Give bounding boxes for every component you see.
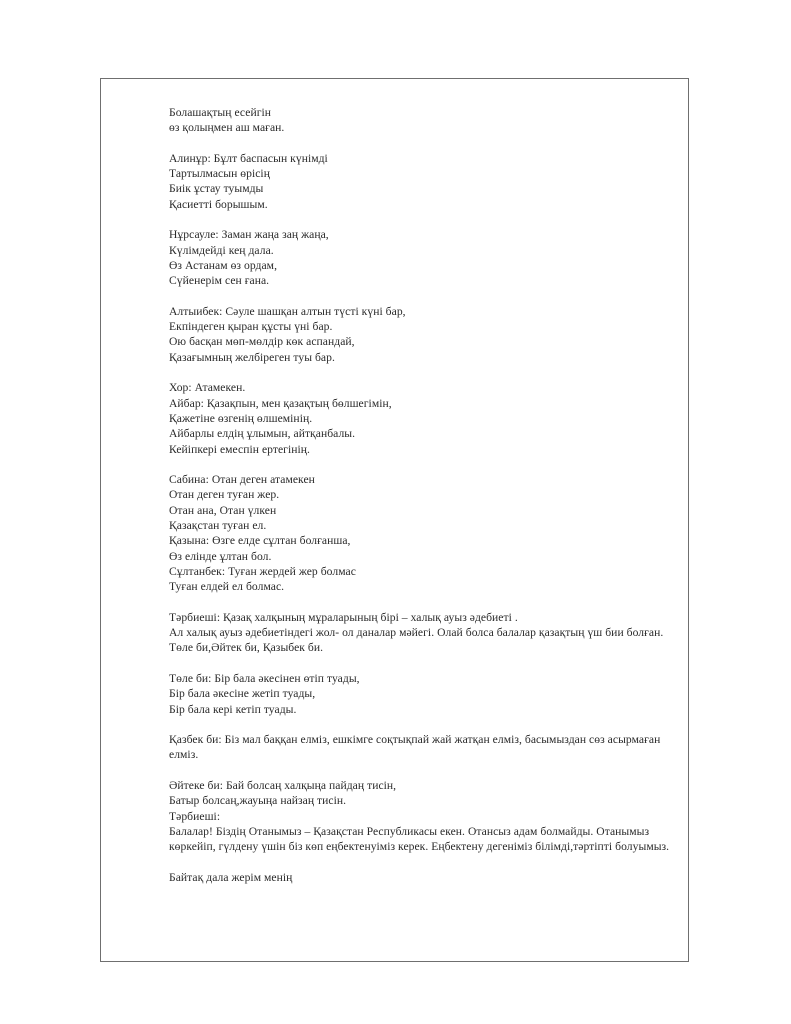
text-line: Төле би: Бір бала әкесінен өтіп туады, xyxy=(169,671,360,685)
stanza xyxy=(169,227,674,288)
text-line: Алинұр: Бұлт баспасын күнімді xyxy=(169,151,328,165)
text-line: Болашақтың есейгін xyxy=(169,106,272,119)
text-line: Нұрсауле: Заман жаңа заң жаңа, xyxy=(169,228,329,242)
text-line: өз қолыңмен аш маған. xyxy=(169,121,285,135)
text-line: Ою басқан мөп-мөлдір көк аспандай, xyxy=(169,335,355,349)
text-line: Ал халық ауыз әдебиетіндегі жол- ол даналар мәйегі. Олай болса балалар қазақтың үш бии болған. Төле би,Әйтек би, Қазыбек би. xyxy=(169,626,664,655)
text-line: Қазына: Өзге елде сұлтан болғанша, xyxy=(169,534,351,548)
text-line: Туған елдей ел болмас. xyxy=(169,580,285,594)
stanza xyxy=(169,380,674,456)
text-line: Балалар! Біздің Отанымыз – Қазақстан Республикасы екен. Отансыз адам болмайды. Отанымыз көркейіп, гүлдену үшін біз көп еңбектенуіміз керек. Еңбектену дегеніміз білімді,тәртіпті болуымыз. xyxy=(169,824,670,854)
text-line: Сабина: Отан деген атамекен xyxy=(169,473,315,487)
text-line: Екпіндеген қыран құсты үні бар. xyxy=(169,320,333,334)
text-line: Отан ана, Отан үлкен xyxy=(169,503,277,517)
stanza xyxy=(169,105,674,136)
text-line: Хор: Атамекен. xyxy=(169,381,246,395)
stanza xyxy=(169,778,674,854)
text-line: Бір бала әкесіне жетіп туады, xyxy=(169,687,316,701)
text-line: Айбарлы елдің ұлымын, айтқанбалы. xyxy=(169,427,356,441)
text-line: Сүйенерім сен ғана. xyxy=(169,274,270,288)
text-line: Қасиетті борышым. xyxy=(169,197,268,211)
text-line: Байтақ дала жерім менің xyxy=(169,870,293,884)
text-line: Кейіпкері емеспін ертегінің. xyxy=(169,442,310,456)
text-line: Сұлтанбек: Туған жердей жер болмас xyxy=(169,564,356,578)
stanza xyxy=(169,732,674,763)
text-line: Қазағымның желбіреген туы бар. xyxy=(169,350,335,364)
text-line: Тәрбиеші: xyxy=(169,809,221,823)
text-line: Биік ұстау туымды xyxy=(169,182,264,196)
text-line: Өз елінде ұлтан бол. xyxy=(169,549,272,563)
text-line: Өз Астанам өз ордам, xyxy=(169,258,278,272)
text-line: Алтыибек: Сәуле шашқан алтын түсті күні бар, xyxy=(169,304,406,318)
text-line: Отан деген туған жер. xyxy=(169,488,280,502)
stanza xyxy=(169,610,674,656)
text-line: Күлімдейді кең дала. xyxy=(169,243,274,257)
text-line: Бір бала кері кетіп туады. xyxy=(169,702,297,716)
text-line: Әйтеке би: Бай болсаң халқыңа пайдаң тисін, xyxy=(169,779,397,793)
text-line: Қажетіне өзгенің өлшемінің. xyxy=(169,411,313,425)
text-line: Айбар: Қазақпын, мен қазақтың бөлшегімін, xyxy=(169,396,392,410)
stanza xyxy=(169,151,674,212)
stanza xyxy=(169,671,674,717)
stanza xyxy=(169,870,674,885)
text-line: Қазбек би: Біз мал баққан елміз, ешкімге соқтықпай жай жатқан елміз, басымыздан сөз асырмаған елміз. xyxy=(169,733,661,762)
stanza xyxy=(169,304,674,365)
stanza xyxy=(169,472,674,594)
text-line: Тәрбиеші: Қазақ халқының мұраларының бірі – халық ауыз әдебиеті . xyxy=(169,610,518,624)
document-body xyxy=(169,105,674,900)
text-line: Қазақстан туған ел. xyxy=(169,519,267,533)
text-line: Тартылмасын өрісің xyxy=(169,167,270,181)
text-line: Батыр болсаң,жауыңа найзаң тисін. xyxy=(169,794,347,808)
